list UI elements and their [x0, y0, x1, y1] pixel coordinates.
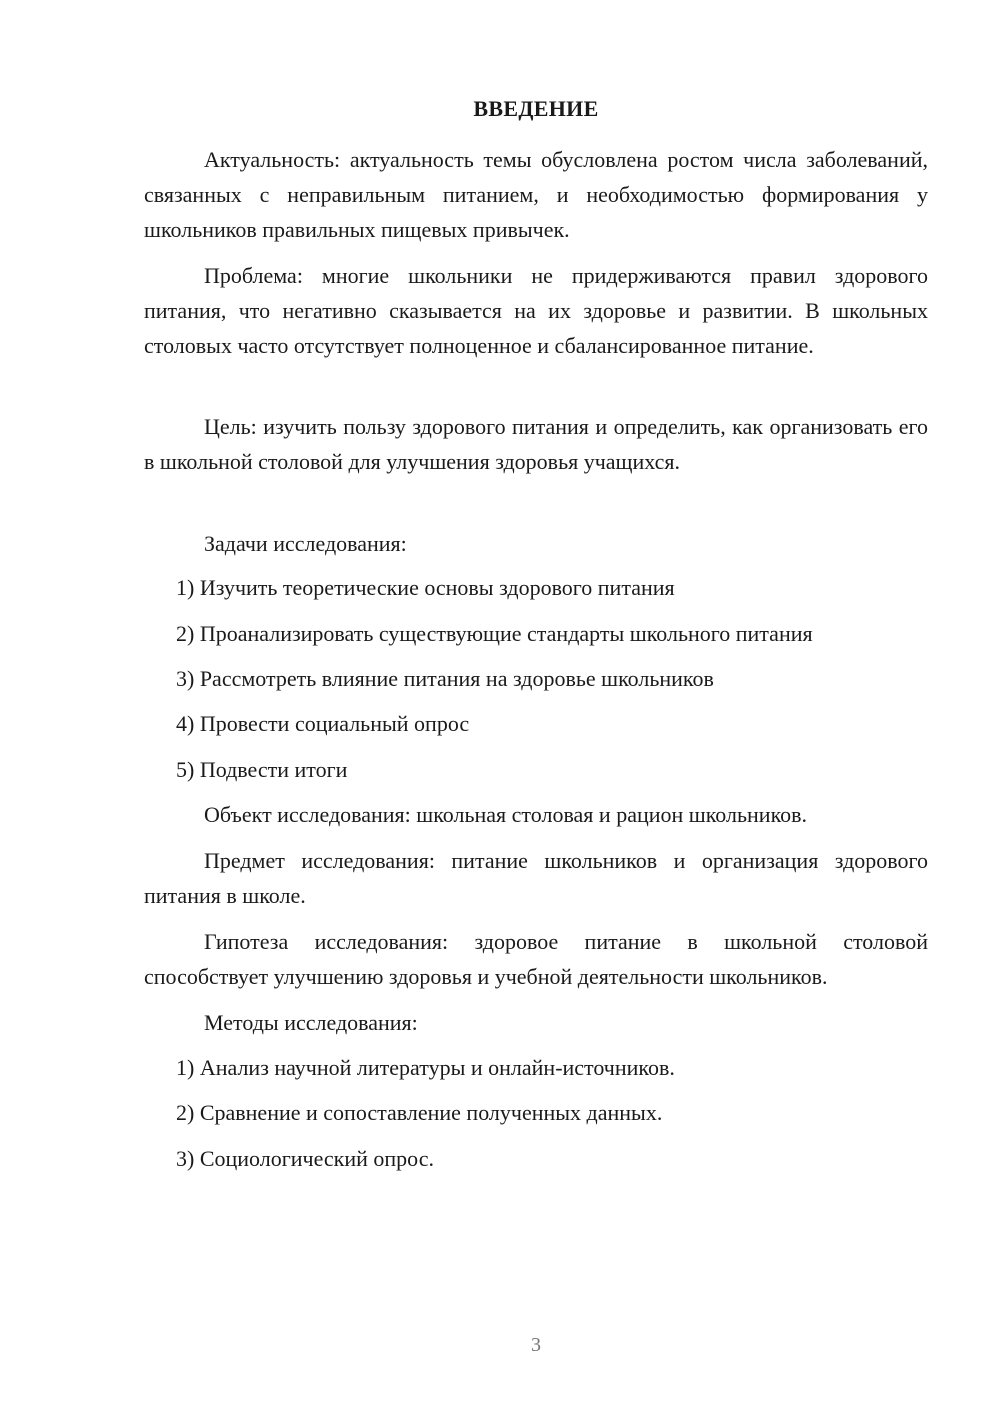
methods-heading: Методы исследования:: [204, 1010, 418, 1035]
task-item-3: 3) Рассмотреть влияние питания на здоровье школьников: [176, 666, 714, 691]
task-item-4: 4) Провести социальный опрос: [176, 711, 470, 736]
hypothesis-paragraph: Гипотеза исследования: здоровое питание в школьной столовой способствует улучшению здоровья и учебной деятельности школьников.: [144, 929, 928, 989]
task-item-5: 5) Подвести итоги: [176, 757, 348, 782]
object-paragraph: Объект исследования: школьная столовая и рацион школьников.: [204, 802, 808, 827]
method-item-2: 2) Сравнение и сопоставление полученных данных.: [176, 1100, 663, 1125]
problem-paragraph: Проблема: многие школьники не придерживаются правил здорового питания, что негативно сказывается на их здоровье и развитии. В школьных столовых часто отсутствует полноценное и сбалансированное питание.: [144, 263, 928, 358]
task-item-2: 2) Проанализировать существующие стандарты школьного питания: [176, 621, 813, 646]
subject-paragraph: Предмет исследования: питание школьников и организация здорового питания в школе.: [144, 848, 928, 908]
page-number: 3: [531, 1334, 541, 1356]
method-item-3: 3) Социологический опрос.: [176, 1146, 434, 1171]
method-item-1: 1) Анализ научной литературы и онлайн-источников.: [176, 1055, 675, 1080]
task-item-1: 1) Изучить теоретические основы здорового питания: [176, 575, 675, 600]
goal-paragraph: Цель: изучить пользу здорового питания и определить, как организовать его в школьной столовой для улучшения здоровья учащихся.: [144, 414, 928, 474]
tasks-heading: Задачи исследования:: [204, 531, 407, 556]
page-title: ВВЕДЕНИЕ: [473, 96, 599, 121]
relevance-paragraph: Актуальность: актуальность темы обусловлена ростом числа заболеваний, связанных с неправильным питанием, и необходимостью формирования у школьников правильных пищевых привычек.: [144, 147, 928, 242]
